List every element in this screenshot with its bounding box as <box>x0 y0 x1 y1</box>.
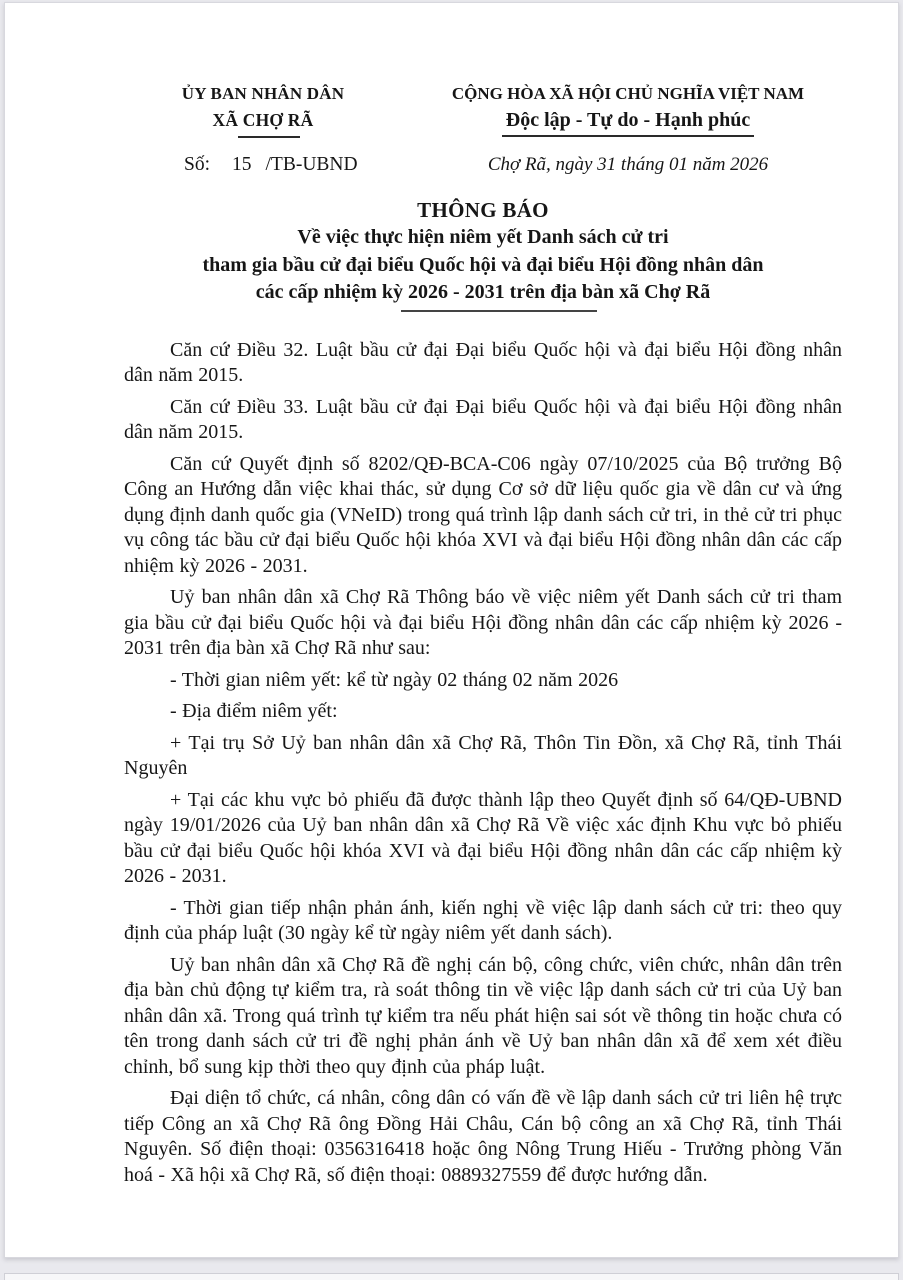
number-date-row <box>124 154 842 176</box>
title-block <box>124 196 842 312</box>
doc-number-suffix: /TB-UBND <box>265 154 358 175</box>
document-type-title: THÔNG BÁO <box>417 198 549 222</box>
paragraph-contact-info: Đại diện tổ chức, cá nhân, công dân có vấn đề về lập danh sách cử tri liên hệ trực tiếp Công an xã Chợ Rã ông Đồng Hải Châu, Cán bộ công an xã Chợ Rã, tỉnh Thái Nguyên. Số điện thoại: 0356316418 hoặc ông Nông Trung Hiếu - Trưởng phòng Văn hoá - Xã hội xã Chợ Rã, số điện thoại: 0889327559 để được hướng dẫn. <box>124 1087 842 1186</box>
document-header <box>124 81 842 138</box>
issuer-block <box>124 81 402 138</box>
issuer-name: ỦY BAN NHÂN DÂN <box>181 84 345 103</box>
national-motto: Độc lập - Tự do - Hạnh phúc <box>502 107 754 137</box>
doc-number-label: Số: <box>184 154 211 175</box>
document-page <box>4 2 899 1258</box>
paragraph-legal-basis-2: Căn cứ Điều 33. Luật bầu cử đại Đại biểu Quốc hội và đại biểu Hội đồng nhân dân năm 2015. <box>124 395 842 443</box>
paragraph-announcement: Uỷ ban nhân dân xã Chợ Rã Thông báo về việc niêm yết Danh sách cử tri tham gia bầu cử đại biểu Quốc hội và đại biểu Hội đồng nhân dân các cấp nhiệm kỳ 2026 - 2031 trên địa bàn xã Chợ Rã như sau: <box>124 586 842 659</box>
issuer-commune: XÃ CHỢ RÃ <box>212 110 314 130</box>
paragraph-self-check-request: Uỷ ban nhân dân xã Chợ Rã đề nghị cán bộ, công chức, viên chức, nhân dân trên địa bàn chủ động tự kiểm tra, rà soát thông tin về việc lập danh sách cử tri của Uỷ ban nhân dân xã. Trong quá trình tự kiểm tra nếu phát hiện sai sót về thông tin hoặc chưa có tên trong danh sách cử tri đề nghị phản ánh về Uỷ ban nhân dân xã để xem xét điều chỉnh, bổ sung kịp thời theo quy định của pháp luật. <box>124 953 842 1078</box>
paragraph-posting-time: - Thời gian niêm yết: kể từ ngày 02 tháng 02 năm 2026 <box>170 668 619 691</box>
title-line-1: Về việc thực hiện niêm yết Danh sách cử tri <box>297 226 669 248</box>
national-title: CỘNG HÒA XÃ HỘI CHỦ NGHĨA VIỆT NAM <box>451 84 805 103</box>
doc-number-value: 15 <box>232 154 252 175</box>
paragraph-legal-basis-1: Căn cứ Điều 32. Luật bầu cử đại Đại biểu Quốc hội và đại biểu Hội đồng nhân dân năm 2015. <box>124 338 842 386</box>
paragraph-legal-basis-3: Căn cứ Quyết định số 8202/QĐ-BCA-C06 ngày 07/10/2025 của Bộ trưởng Bộ Công an Hướng dẫn việc khai thác, sử dụng Cơ sở dữ liệu quốc gia về dân cư và ứng dụng định danh quốc gia (VNeID) trong quá trình lập danh sách cử tri, in thẻ cử tri phục vụ công tác bầu cử đại biểu Quốc hội khóa XVI và đại biểu Hội đồng nhân dân các cấp nhiệm kỳ 2026 - 2031. <box>124 452 842 577</box>
title-line-3: các cấp nhiệm kỳ 2026 - 2031 trên địa bàn xã Chợ Rã <box>255 281 711 303</box>
title-line-2: tham gia bầu cử đại biểu Quốc hội và đại biểu Hội đồng nhân dân <box>202 253 764 276</box>
paragraph-location-2: + Tại các khu vực bỏ phiếu đã được thành lập theo Quyết định số 64/QĐ-UBND ngày 19/01/2026 của Uỷ ban nhân dân xã Chợ Rã Về việc xác định Khu vực bỏ phiếu bầu cử đại biểu Quốc hội khóa XVI và đại biểu Hội đồng nhân dân các cấp nhiệm kỳ 2026 - 2031. <box>124 788 842 887</box>
place-and-date: Chợ Rã, ngày 31 tháng 01 năm 2026 <box>487 154 769 175</box>
issuer-underline <box>238 136 300 138</box>
next-page-edge <box>4 1273 899 1280</box>
title-underline <box>401 310 597 312</box>
document-number <box>124 154 402 176</box>
paragraph-posting-location-label: - Địa điểm niêm yết: <box>170 700 338 722</box>
national-block <box>414 81 842 137</box>
document-body <box>124 338 842 1189</box>
paragraph-location-1: + Tại trụ Sở Uỷ ban nhân dân xã Chợ Rã, Thôn Tin Đồn, xã Chợ Rã, tỉnh Thái Nguyên <box>124 731 842 779</box>
paragraph-feedback-time: - Thời gian tiếp nhận phản ánh, kiến nghị về việc lập danh sách cử tri: theo quy định của pháp luật (30 ngày kể từ ngày niêm yết danh sách). <box>124 896 842 944</box>
